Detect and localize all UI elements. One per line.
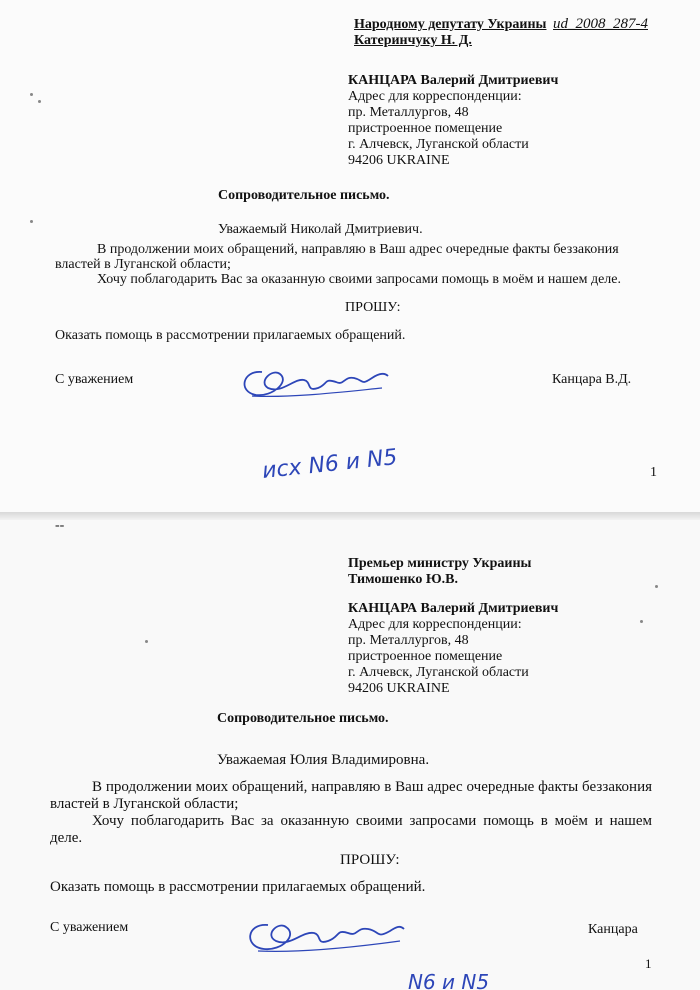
scan-speck	[30, 93, 33, 96]
sender-name: КАНЦАРА Валерий Дмитриевич	[348, 73, 559, 88]
request-text: Оказать помощь в рассмотрении прилагаемых обращений.	[50, 879, 426, 895]
recipient-line-2: Тимошенко Ю.В.	[348, 572, 458, 587]
address-line: пристроенное помещение	[348, 121, 503, 136]
scan-speck	[38, 100, 41, 103]
sender-name: КАНЦАРА Валерий Дмитриевич	[348, 601, 559, 616]
scan-speck	[145, 640, 148, 643]
request-heading: ПРОШУ:	[345, 300, 401, 315]
signature-image	[232, 352, 392, 402]
recipient-line-1: Народному депутату Украины	[354, 17, 547, 32]
page-divider	[0, 512, 700, 520]
signature-image	[236, 903, 406, 955]
recipient-line-1: Премьер министру Украины	[348, 556, 532, 571]
salutation: Уважаемый Николай Дмитриевич.	[218, 222, 423, 237]
document-id: ud_2008_287-4	[553, 16, 648, 32]
body-paragraph-continued: властей в Луганской области;	[55, 257, 231, 272]
letter-title: Сопроводительное письмо.	[218, 188, 390, 203]
address-line: Адрес для корреспонденции:	[348, 617, 522, 632]
address-line: пр. Металлургов, 48	[348, 633, 469, 648]
dash-mark: --	[55, 518, 65, 533]
scan-speck	[30, 220, 33, 223]
closing: С уважением	[50, 920, 129, 935]
address-line: г. Алчевск, Луганской области	[348, 665, 529, 680]
handwritten-note: N6 и N5	[408, 970, 490, 990]
body-paragraph: В продолжении моих обращений, направляю в Ваш адрес очередные факты беззакония властей в Луганской области;	[50, 779, 652, 812]
address-line: пристроенное помещение	[348, 649, 503, 664]
closing: С уважением	[55, 372, 134, 387]
signature-name: Канцара В.Д.	[552, 372, 632, 387]
body-paragraph: Хочу поблагодарить Вас за оказанную своими запросами помощь в моём и нашем деле.	[97, 272, 622, 287]
address-line: г. Алчевск, Луганской области	[348, 137, 529, 152]
scan-speck	[640, 620, 643, 623]
signature-name: Канцара	[588, 922, 638, 937]
recipient-line-2: Катеринчуку Н. Д.	[354, 33, 472, 48]
address-line: пр. Металлургов, 48	[348, 105, 469, 120]
scan-speck	[655, 585, 658, 588]
request-heading: ПРОШУ:	[340, 852, 400, 868]
handwritten-note: исх N6 и N5	[261, 444, 399, 485]
address-line: 94206 UKRAINE	[348, 681, 450, 696]
page-number: 1	[650, 465, 657, 480]
body-paragraph: В продолжении моих обращений, направляю в Ваш адрес очередные факты беззакония	[97, 242, 619, 257]
request-text: Оказать помощь в рассмотрении прилагаемых обращений.	[55, 328, 406, 343]
letter-title: Сопроводительное письмо.	[217, 711, 389, 726]
body-paragraph: Хочу поблагодарить Вас за оказанную своими запросами помощь в моём и нашем деле.	[50, 813, 652, 846]
address-line: Адрес для корреспонденции:	[348, 89, 522, 104]
salutation: Уважаемая Юлия Владимировна.	[217, 752, 430, 768]
page-number: 1	[645, 956, 652, 971]
address-line: 94206 UKRAINE	[348, 153, 450, 168]
